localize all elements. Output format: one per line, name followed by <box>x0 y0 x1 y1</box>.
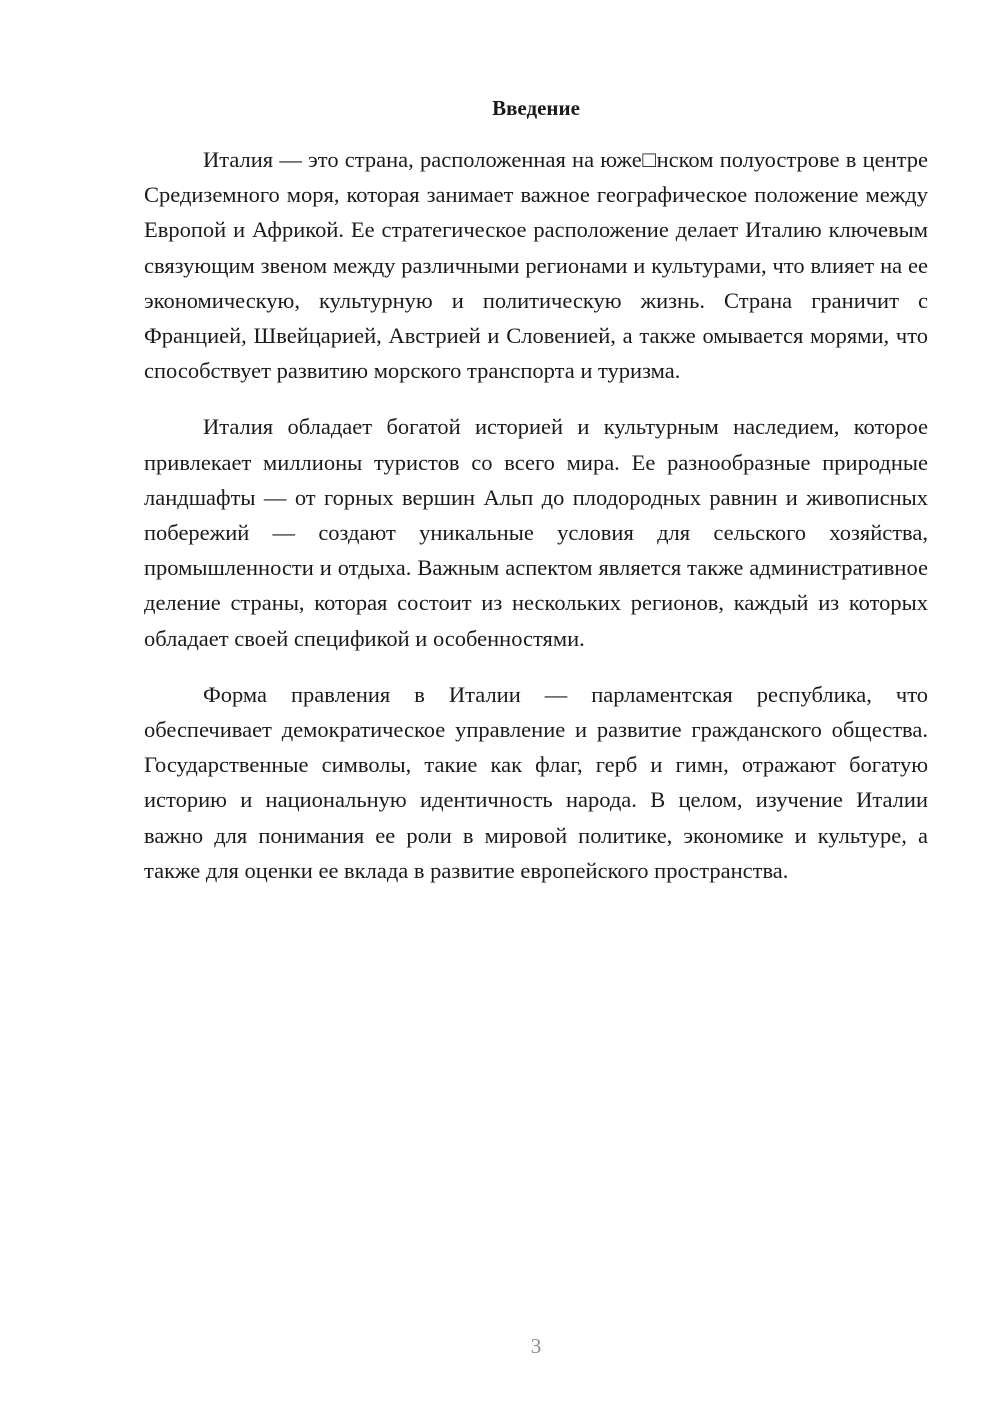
page-number: 3 <box>530 1334 542 1358</box>
paragraph-1: Италия — это страна, расположенная на юже□нском полуострове в центре Средиземного моря, которая занимает важное географическое положение между Европой и Африкой. Ее стратегическое расположение делает Италию ключевым связующим звеном между различными регионами и культурами, что влияет на ее экономическую, культурную и политическую жизнь. Страна граничит с Францией, Швейцарией, Австрией и Словенией, а также омывается морями, что способствует развитию морского транспорта и туризма. <box>144 147 928 384</box>
body-text <box>144 142 928 909</box>
paragraph-3: Форма правления в Италии — парламентская республика, что обеспечивает демократическое управление и развитие гражданского общества. Государственные символы, такие как флаг, герб и гимн, отражают богатую историю и национальную идентичность народа. В целом, изучение Италии важно для понимания ее роли в мировой политике, экономике и культуре, а также для оценки ее вклада в развитие европейского пространства. <box>144 681 928 883</box>
paragraph-2: Италия обладает богатой историей и культурным наследием, которое привлекает миллионы туристов со всего мира. Ее разнообразные природные ландшафты — от горных вершин Альп до плодородных равнин и живописных побережий — создают уникальные условия для сельского хозяйства, промышленности и отдыха. Важным аспектом является также административное деление страны, которая состоит из нескольких регионов, каждый из которых обладает своей спецификой и особенностями. <box>144 414 928 651</box>
page-title: Введение <box>492 96 580 120</box>
